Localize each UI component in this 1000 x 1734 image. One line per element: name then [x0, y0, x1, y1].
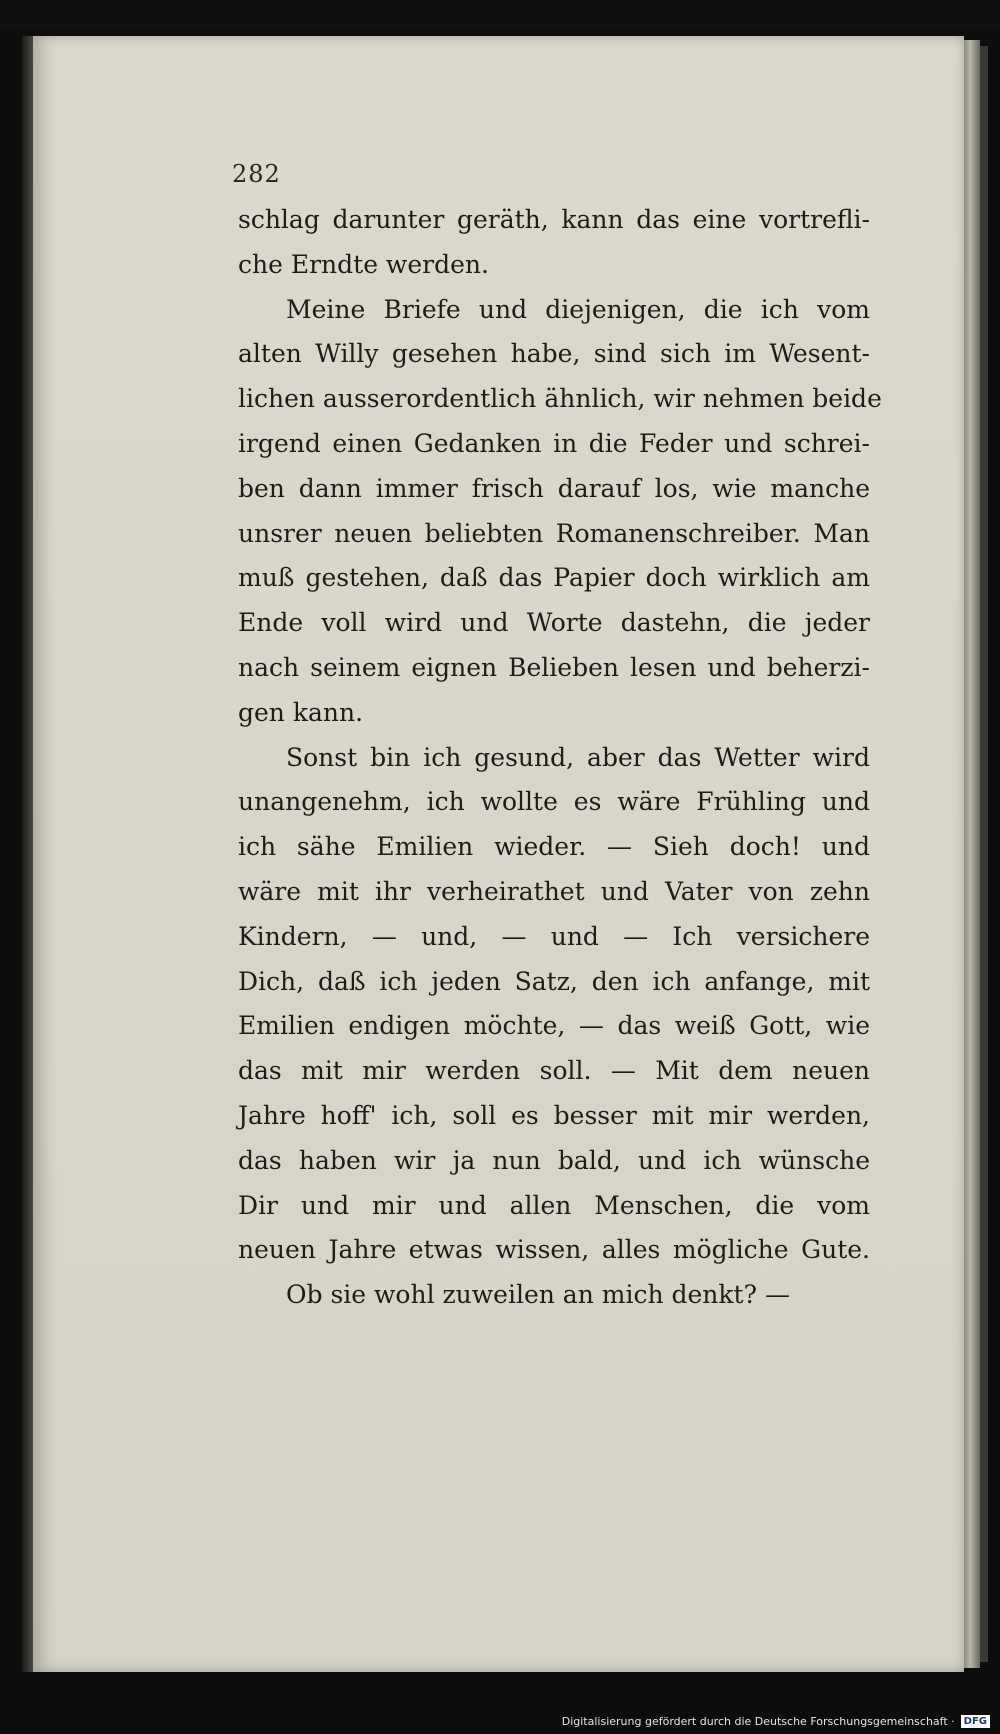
- text-line: alten Willy gesehen habe, sind sich im Wesent-: [238, 339, 870, 369]
- page-text: [238, 198, 882, 1318]
- text-line: Ende voll wird und Worte dastehn, die jeder: [238, 608, 870, 638]
- text-line: unsrer neuen beliebten Romanenschreiber. Man: [238, 518, 870, 548]
- text-line: lichen ausserordentlich ähnlich, wir nehmen beide: [238, 384, 882, 414]
- text-line: Sonst bin ich gesund, aber das Wetter wird: [286, 742, 870, 772]
- text-line: ich sähe Emilien wieder. — Sieh doch! und: [238, 832, 870, 862]
- page-number: 282: [232, 160, 281, 188]
- text-line: unangenehm, ich wollte es wäre Frühling und: [238, 787, 870, 817]
- page-edge: [964, 40, 980, 1668]
- text-line: gen kann.: [238, 697, 364, 727]
- text-line: Jahre hoff' ich, soll es besser mit mir werden,: [238, 1100, 870, 1130]
- text-line: Ob sie wohl zuweilen an mich denkt? —: [286, 1280, 790, 1310]
- text-line: Dich, daß ich jeden Satz, den ich anfange, mit: [238, 966, 870, 996]
- text-line: Kindern, — und, — und — Ich versichere: [238, 921, 870, 951]
- digitization-credit: [562, 1715, 990, 1728]
- text-line: das mit mir werden soll. — Mit dem neuen: [238, 1056, 870, 1086]
- credit-text: Digitalisierung gefördert durch die Deutsche Forschungsgemeinschaft ·: [561, 1715, 955, 1728]
- text-line: Meine Briefe und diejenigen, die ich vom: [286, 294, 870, 324]
- text-line: wäre mit ihr verheirathet und Vater von zehn: [238, 876, 870, 906]
- text-line: che Erndte werden.: [238, 249, 489, 279]
- text-line: das haben wir ja nun bald, und ich wünsche: [238, 1145, 870, 1175]
- text-line: irgend einen Gedanken in die Feder und schrei-: [238, 428, 870, 458]
- text-line: schlag darunter geräth, kann das eine vortrefli-: [238, 205, 870, 234]
- text-line: Dir und mir und allen Menschen, die vom: [238, 1190, 870, 1220]
- text-line: muß gestehen, daß das Papier doch wirklich am: [238, 563, 870, 593]
- text-line: ben dann immer frisch darauf los, wie manche: [238, 473, 870, 503]
- book-gutter: [22, 36, 33, 1672]
- dfg-logo-icon: DFG: [961, 1715, 990, 1728]
- text-line: neuen Jahre etwas wissen, alles mögliche Gute.: [238, 1235, 870, 1265]
- text-line: Emilien endigen möchte, — das weiß Gott, wie: [238, 1011, 870, 1041]
- text-line: nach seinem eignen Belieben lesen und beherzi-: [238, 652, 870, 682]
- scan-top-border: [0, 0, 1000, 30]
- page-edge-shadow: [980, 46, 988, 1662]
